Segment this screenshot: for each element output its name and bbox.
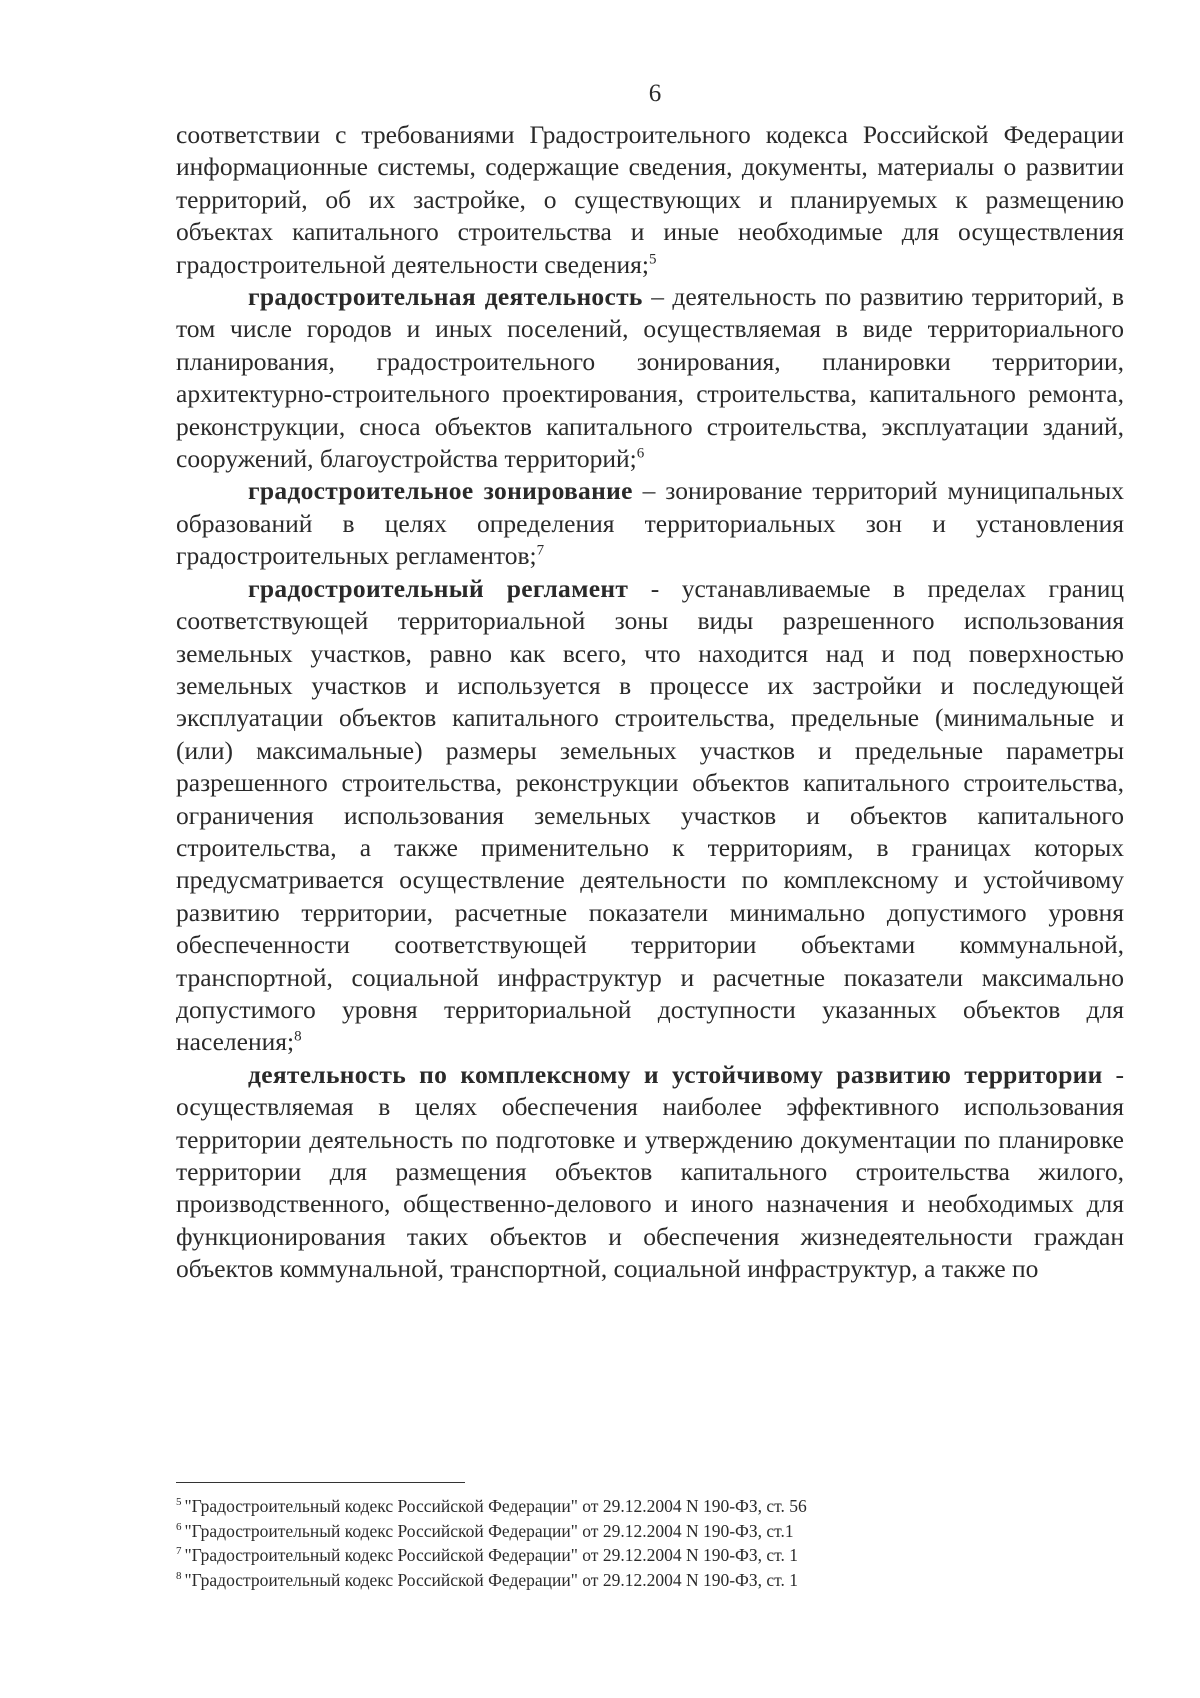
footnote-item xyxy=(176,1494,1076,1519)
footnote-mark: 7 xyxy=(176,1545,182,1558)
footnote-ref-5[interactable]: 5 xyxy=(648,251,657,268)
page-number: 6 xyxy=(648,80,662,107)
defined-term: градостроительное зонирование xyxy=(248,476,633,506)
paragraph-1 xyxy=(176,119,1124,281)
paragraph-text: - осуществляемая в целях обеспечения наиболее эффективного использования территории деятельность по подготовке и утверждению документации по планировке территории для размещения объектов капитального строительства жилого, производственного, общественно-делового и иного назначения и необходимых для функционирования таких объектов и обеспечения жизнедеятельности граждан объектов коммунальной, транспортной, социальной инфраструктур, а также по xyxy=(176,1059,1125,1284)
defined-term: деятельность по комплексному и устойчивому развитию территории xyxy=(248,1059,1103,1089)
footnote-mark: 5 xyxy=(176,1496,182,1509)
defined-term: градостроительный регламент xyxy=(248,573,629,603)
footnote-text: "Градостроительный кодекс Российской Федерации" от 29.12.2004 N 190-ФЗ, ст.1 xyxy=(184,1520,794,1541)
defined-term: градостроительная деятельность xyxy=(248,282,643,312)
paragraph-5 xyxy=(176,1059,1124,1286)
paragraph-text: - устанавливаемые в пределах границ соответствующей территориальной зоны виды разрешенного использования земельных участков, равно как всего, что находится над и под поверхностью земельных участков и используется в процессе их застройки и последующей эксплуатации объектов капитального строительства, предельные (минимальные и (или) максимальные) размеры земельных участков и предельные параметры разрешенного строительства, реконструкции объектов капитального строительства, ограничения использования земельных участков и объектов капитального строительства, а также применительно к территориям, в границах которых предусматривается осуществление деятельности по комплексному и устойчивому развитию территории, расчетные показатели минимально допустимого уровня обеспеченности соответствующей территории объектами коммунальной, транспортной, социальной инфраструктур и расчетные показатели максимально допустимого уровня территориальной доступности указанных объектов для населения; xyxy=(176,573,1124,1057)
footnote-item xyxy=(176,1568,1076,1593)
paragraph-text: – деятельность по развитию территорий, в том числе городов и иных поселений, осуществляемая в виде территориального планирования, градостроительного зонирования, планировки территории, архитектурно-строительного проектирования, строительства, капитального ремонта, реконструкции, сноса объектов капитального строительства, эксплуатации зданий, сооружений, благоустройства территорий; xyxy=(176,282,1124,474)
paragraph-3 xyxy=(176,475,1124,572)
footnote-separator xyxy=(176,1482,465,1483)
paragraph-4 xyxy=(176,573,1124,1059)
footnote-ref-8[interactable]: 8 xyxy=(294,1028,302,1045)
footnotes xyxy=(176,1494,1076,1592)
paragraph-2 xyxy=(176,281,1124,475)
paragraph-text: соответствии с требованиями Градостроительного кодекса Российской Федерации информационные системы, содержащие сведения, документы, материалы о развитии территорий, об их застройке, о существующих и планируемых к размещению объектах капитального строительства и иные необходимые для осуществления градостроительной деятельности сведения; xyxy=(176,120,1124,279)
footnote-text: "Градостроительный кодекс Российской Федерации" от 29.12.2004 N 190-ФЗ, ст. 1 xyxy=(184,1569,798,1590)
footnote-text: "Градостроительный кодекс Российской Федерации" от 29.12.2004 N 190-ФЗ, ст. 1 xyxy=(184,1545,798,1565)
footnote-mark: 6 xyxy=(176,1520,182,1533)
paragraph-text: – зонирование территорий муниципальных образований в целях определения территориальных зон и установления градостроительных регламентов; xyxy=(176,476,1124,571)
footnote-ref-7[interactable]: 7 xyxy=(536,542,545,559)
footnote-mark: 8 xyxy=(176,1569,182,1582)
footnote-item xyxy=(176,1519,1076,1544)
document-body xyxy=(176,119,1124,1286)
footnote-ref-6[interactable]: 6 xyxy=(636,445,645,462)
footnote-text: "Градостроительный кодекс Российской Федерации" от 29.12.2004 N 190-ФЗ, ст. 56 xyxy=(184,1496,807,1516)
footnote-item xyxy=(176,1543,1076,1568)
